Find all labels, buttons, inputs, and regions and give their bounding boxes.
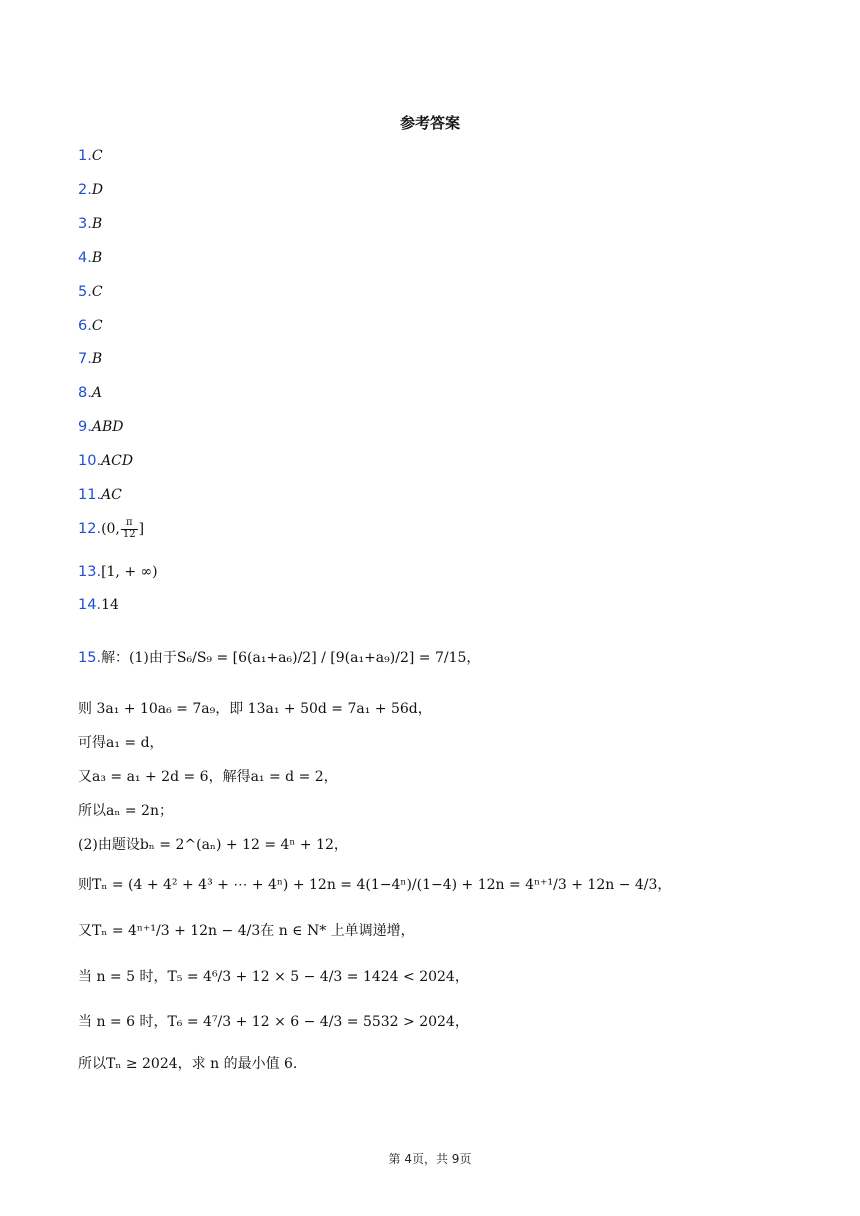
answer-number: 15.	[78, 650, 102, 666]
solution-line: 又Tₙ = 4ⁿ⁺¹/3 + 12n − 4/3在 n ∈ N* 上单调递增，	[78, 923, 415, 939]
solution-line: 所以Tₙ ≥ 2024，求 n 的最小值 6.	[78, 1056, 298, 1072]
answer-item	[78, 216, 102, 238]
answer-number: 8.	[78, 385, 92, 401]
answer-number: 2.	[78, 182, 92, 198]
fraction-denominator: 12	[122, 528, 136, 540]
solution-line: 当 n = 5 时，T₅ = 4⁶/3 + 12 × 5 − 4/3 = 1424 < 2024，	[78, 969, 469, 985]
answer-value-prefix: (0,	[101, 521, 120, 537]
answer-value: B	[91, 216, 103, 232]
answer-value: ACD	[101, 453, 134, 469]
answer-number: 11.	[78, 487, 102, 503]
answer-item	[78, 148, 103, 170]
answer-value: [1, + ∞)	[101, 564, 158, 580]
solution-line: 又a₃ = a₁ + 2d = 6，解得a₁ = d = 2，	[78, 769, 338, 785]
answer-number: 7.	[78, 351, 92, 367]
answer-number: 12.	[78, 521, 102, 537]
answer-value: AC	[101, 487, 122, 503]
answer-item	[78, 487, 122, 509]
solution-line: 可得a₁ = d，	[78, 735, 164, 751]
solution-line: (2)由题设bₙ = 2^(aₙ) + 12 = 4ⁿ + 12，	[78, 837, 348, 853]
answer-value: B	[91, 250, 103, 266]
answer-item	[78, 518, 144, 548]
answer-value: C	[91, 318, 103, 334]
solution-line	[78, 647, 480, 667]
answer-number: 5.	[78, 284, 92, 300]
answer-value: B	[91, 351, 103, 367]
answer-number: 14.	[78, 597, 102, 613]
solution-line: 当 n = 6 时，T₆ = 4⁷/3 + 12 × 6 − 4/3 = 5532 > 2024，	[78, 1014, 469, 1030]
answer-item	[78, 250, 102, 272]
answer-value: 14	[101, 597, 119, 613]
answer-number: 3.	[78, 216, 92, 232]
answer-number: 10.	[78, 453, 102, 469]
fraction	[121, 518, 138, 540]
answer-value: ABD	[91, 419, 124, 435]
solution-line: 则 3a₁ + 10a₆ = 7a₉，即 13a₁ + 50d = 7a₁ + 56d，	[78, 701, 432, 717]
solution-line: 则Tₙ = (4 + 4² + 4³ + ⋯ + 4ⁿ) + 12n = 4(1−4ⁿ)/(1−4) + 12n = 4ⁿ⁺¹/3 + 12n − 4/3，	[78, 877, 672, 893]
answer-value: A	[91, 385, 102, 401]
answer-item	[78, 351, 102, 373]
page-footer: 第 4页，共 9页	[388, 1152, 472, 1166]
answer-item	[78, 318, 103, 340]
fraction-numerator: π	[121, 518, 138, 530]
answer-item	[78, 419, 123, 441]
answer-number: 6.	[78, 318, 92, 334]
page-title: 参考答案	[399, 114, 460, 132]
answer-value: D	[91, 182, 104, 198]
solution-text: 解：(1)由于S₆/S₉ = [6(a₁+a₆)/2] / [9(a₁+a₉)/2] = 7/15，	[101, 650, 481, 666]
answer-item	[78, 597, 119, 619]
answer-number: 4.	[78, 250, 92, 266]
answer-number: 9.	[78, 419, 92, 435]
answer-item	[78, 453, 133, 475]
answer-value: C	[91, 148, 103, 164]
answer-number: 1.	[78, 148, 92, 164]
answer-item	[78, 182, 103, 204]
answer-number: 13.	[78, 564, 102, 580]
solution-line: 所以aₙ = 2n；	[78, 803, 173, 819]
answer-value: C	[91, 284, 103, 300]
answer-item	[78, 385, 102, 407]
answer-item	[78, 284, 103, 306]
answer-value-suffix: ]	[138, 521, 145, 537]
answer-item	[78, 564, 158, 586]
